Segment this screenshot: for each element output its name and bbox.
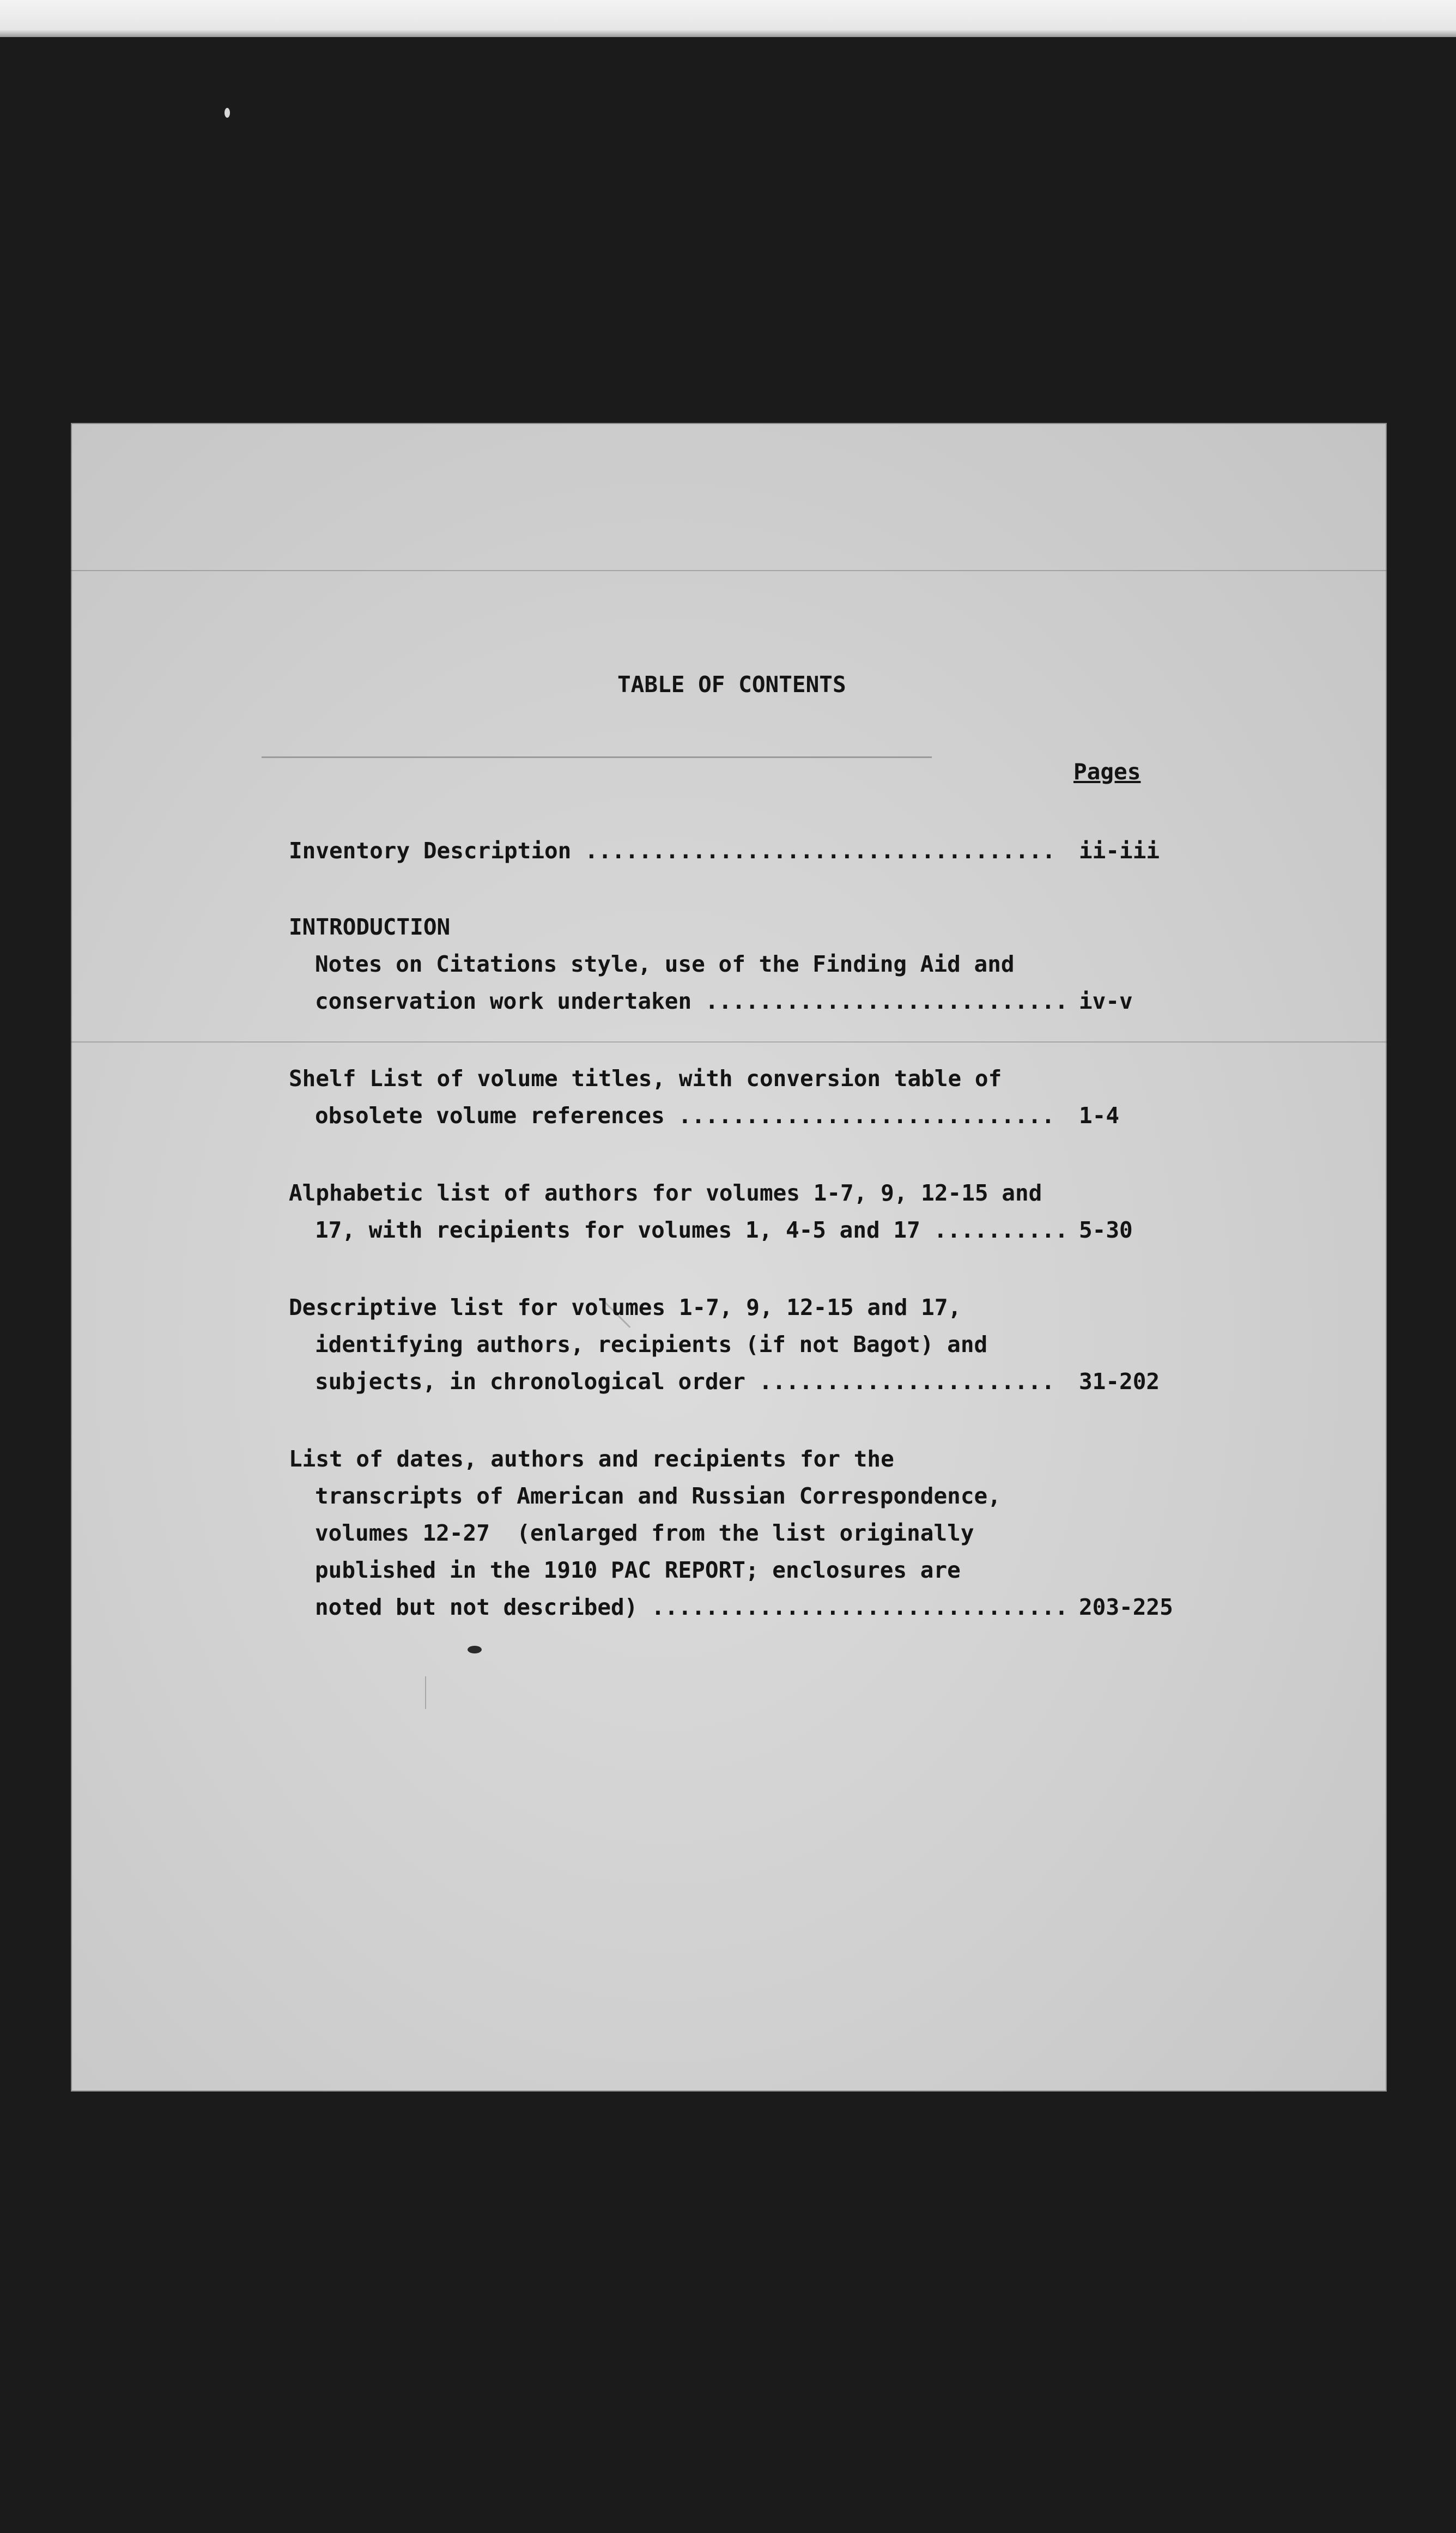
- toc-entry-list-of-dates-cont: [0, 1587, 1456, 1627]
- page-title: TABLE OF CONTENTS: [617, 671, 846, 698]
- toc-entry-text: obsolete volume references ............................: [315, 1102, 1055, 1129]
- toc-entry-shelf-list: [0, 1059, 1456, 1098]
- toc-entry-descriptive-list-cont: [0, 1325, 1456, 1364]
- toc-entry-text: conservation work undertaken ...........................: [315, 988, 1069, 1014]
- toc-entry-shelf-list-cont: [0, 1096, 1456, 1135]
- toc-entry-list-of-dates: [0, 1439, 1456, 1478]
- toc-entry-pages: 1-4: [1079, 1102, 1120, 1129]
- toc-entry-pages: 203-225: [1079, 1594, 1173, 1620]
- toc-entry-text: Inventory Description ...................................: [289, 838, 1055, 864]
- toc-entry-text: Notes on Citations style, use of the Finding Aid and: [315, 951, 1015, 977]
- film-scratch: [71, 570, 1387, 571]
- film-speck: [225, 108, 230, 118]
- toc-entry-text: transcripts of American and Russian Correspondence,: [315, 1483, 1001, 1509]
- introduction-heading: INTRODUCTION: [289, 914, 451, 940]
- film-top-edge: [0, 0, 1456, 37]
- toc-entry-text: published in the 1910 PAC REPORT; enclosures are: [315, 1557, 961, 1583]
- toc-entry-text: noted but not described) ...............................: [315, 1594, 1069, 1620]
- toc-entry-list-of-dates-cont: [0, 1550, 1456, 1590]
- toc-entry-alphabetic-list-cont: [0, 1210, 1456, 1250]
- ink-blot: [468, 1646, 482, 1653]
- toc-section-heading: [0, 907, 1456, 947]
- toc-entry-pages: 31-202: [1079, 1368, 1160, 1395]
- header-rule: [262, 756, 932, 758]
- toc-entry-inventory-description: [0, 831, 1456, 870]
- toc-entry-introduction-cont: [0, 981, 1456, 1021]
- toc-entry-text: Alphabetic list of authors for volumes 1-7, 9, 12-15 and: [289, 1180, 1042, 1206]
- toc-entry-list-of-dates-cont: [0, 1476, 1456, 1516]
- toc-entry-alphabetic-list: [0, 1173, 1456, 1213]
- toc-entry-pages: 5-30: [1079, 1217, 1133, 1243]
- toc-entry-text: Shelf List of volume titles, with conversion table of: [289, 1065, 1002, 1092]
- toc-entry-introduction: [0, 944, 1456, 984]
- film-scratch: [425, 1676, 426, 1709]
- toc-entry-pages: iv-v: [1079, 988, 1133, 1014]
- toc-entry-list-of-dates-cont: [0, 1513, 1456, 1553]
- toc-entry-text: Descriptive list for volumes 1-7, 9, 12-15 and 17,: [289, 1294, 962, 1320]
- toc-entry-text: List of dates, authors and recipients for the: [289, 1446, 894, 1472]
- toc-entry-text: volumes 12-27 (enlarged from the list originally: [315, 1520, 974, 1546]
- pages-column-header: Pages: [1073, 759, 1141, 785]
- toc-entry-text: 17, with recipients for volumes 1, 4-5 and 17 ..........: [315, 1217, 1069, 1243]
- toc-entry-descriptive-list-cont: [0, 1362, 1456, 1401]
- toc-entry-pages: ii-iii: [1079, 838, 1160, 864]
- toc-entry-descriptive-list: [0, 1288, 1456, 1327]
- toc-entry-text: identifying authors, recipients (if not Bagot) and: [315, 1331, 988, 1358]
- toc-entry-text: subjects, in chronological order ......................: [315, 1368, 1055, 1395]
- film-scratch: [71, 1041, 1387, 1043]
